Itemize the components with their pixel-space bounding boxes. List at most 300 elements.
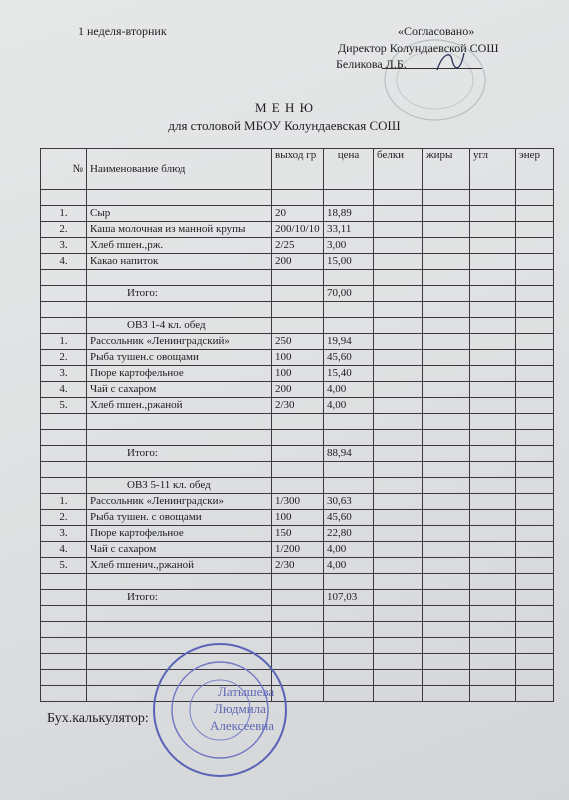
cell-carbs — [470, 414, 516, 430]
cell-energy — [516, 494, 554, 510]
cell-no — [41, 462, 87, 478]
col-header-no: № — [41, 149, 87, 190]
cell-price — [324, 622, 374, 638]
cell-name: Рассольник «Ленинградский» — [87, 334, 272, 350]
cell-carbs — [470, 222, 516, 238]
cell-price — [324, 638, 374, 654]
cell-price: 33,11 — [324, 222, 374, 238]
cell-carbs — [470, 686, 516, 702]
cell-fats — [423, 558, 470, 574]
table-row — [41, 382, 554, 398]
cell-carbs — [470, 430, 516, 446]
cell-price — [324, 478, 374, 494]
cell-energy — [516, 334, 554, 350]
cell-price — [324, 318, 374, 334]
cell-proteins — [374, 414, 423, 430]
cell-fats — [423, 366, 470, 382]
cell-name — [87, 574, 272, 590]
cell-proteins — [374, 366, 423, 382]
cell-no — [41, 430, 87, 446]
cell-price — [324, 270, 374, 286]
table-row — [41, 366, 554, 382]
cell-proteins — [374, 334, 423, 350]
cell-carbs — [470, 350, 516, 366]
table-row — [41, 686, 554, 702]
col-header-fats: жиры — [423, 149, 470, 190]
cell-price — [324, 462, 374, 478]
cell-no — [41, 686, 87, 702]
cell-no — [41, 574, 87, 590]
cell-price: 22,80 — [324, 526, 374, 542]
menu-table — [40, 148, 554, 702]
cell-no: 5. — [41, 398, 87, 414]
cell-carbs — [470, 510, 516, 526]
cell-fats — [423, 238, 470, 254]
cell-energy — [516, 606, 554, 622]
cell-price — [324, 190, 374, 206]
cell-price — [324, 654, 374, 670]
cell-fats — [423, 430, 470, 446]
stamp-text-1: Латышева — [218, 684, 275, 699]
cell-yield: 150 — [272, 526, 324, 542]
cell-name: Какао напиток — [87, 254, 272, 270]
cell-fats — [423, 510, 470, 526]
cell-proteins — [374, 478, 423, 494]
cell-energy — [516, 430, 554, 446]
cell-carbs — [470, 206, 516, 222]
table-header-row — [41, 149, 554, 190]
cell-price: 3,00 — [324, 238, 374, 254]
cell-fats — [423, 462, 470, 478]
cell-no: 5. — [41, 558, 87, 574]
cell-carbs — [470, 318, 516, 334]
cell-price — [324, 686, 374, 702]
cell-proteins — [374, 446, 423, 462]
cell-proteins — [374, 638, 423, 654]
cell-price: 4,00 — [324, 382, 374, 398]
cell-price — [324, 302, 374, 318]
cell-fats — [423, 686, 470, 702]
cell-energy — [516, 526, 554, 542]
cell-carbs — [470, 254, 516, 270]
cell-name: ОВЗ 5-11 кл. обед — [87, 478, 272, 494]
cell-fats — [423, 446, 470, 462]
cell-price: 45,60 — [324, 350, 374, 366]
cell-name — [87, 430, 272, 446]
cell-yield: 200/10/10 — [272, 222, 324, 238]
cell-yield: 2/25 — [272, 238, 324, 254]
table-row — [41, 510, 554, 526]
table-row — [41, 238, 554, 254]
cell-yield — [272, 446, 324, 462]
cell-fats — [423, 254, 470, 270]
cell-no — [41, 654, 87, 670]
approval-label: «Согласовано» — [398, 24, 475, 38]
cell-no — [41, 606, 87, 622]
cell-no — [41, 590, 87, 606]
table-row — [41, 494, 554, 510]
cell-no — [41, 286, 87, 302]
cell-proteins — [374, 622, 423, 638]
cell-carbs — [470, 670, 516, 686]
table-row — [41, 590, 554, 606]
cell-yield: 200 — [272, 382, 324, 398]
col-header-yield: выход гр — [272, 149, 324, 190]
cell-proteins — [374, 462, 423, 478]
cell-price — [324, 670, 374, 686]
cell-proteins — [374, 542, 423, 558]
col-header-proteins: белки — [374, 149, 423, 190]
table-row — [41, 190, 554, 206]
cell-no — [41, 270, 87, 286]
cell-proteins — [374, 254, 423, 270]
cell-carbs — [470, 270, 516, 286]
cell-fats — [423, 206, 470, 222]
cell-carbs — [470, 574, 516, 590]
cell-name: Хлеб пшенич.,ржаной — [87, 558, 272, 574]
table-row — [41, 446, 554, 462]
table-row — [41, 254, 554, 270]
cell-carbs — [470, 398, 516, 414]
cell-yield — [272, 574, 324, 590]
cell-yield: 1/300 — [272, 494, 324, 510]
cell-no: 4. — [41, 254, 87, 270]
cell-carbs — [470, 286, 516, 302]
cell-fats — [423, 478, 470, 494]
cell-yield — [272, 318, 324, 334]
stamp-text-2: Людмила — [214, 701, 266, 716]
cell-name: Рыба тушен. с овощами — [87, 510, 272, 526]
cell-name: Хлеб пшен.,рж. — [87, 238, 272, 254]
cell-no — [41, 190, 87, 206]
cell-proteins — [374, 430, 423, 446]
cell-energy — [516, 654, 554, 670]
cell-price: 18,89 — [324, 206, 374, 222]
cell-proteins — [374, 590, 423, 606]
cell-yield: 2/30 — [272, 558, 324, 574]
cell-no: 3. — [41, 238, 87, 254]
cell-proteins — [374, 606, 423, 622]
cell-carbs — [470, 190, 516, 206]
cell-proteins — [374, 494, 423, 510]
cell-carbs — [470, 542, 516, 558]
director-label: Директор Колундаевской СОШ — [338, 41, 499, 55]
cell-carbs — [470, 526, 516, 542]
cell-energy — [516, 622, 554, 638]
cell-proteins — [374, 238, 423, 254]
cell-proteins — [374, 574, 423, 590]
cell-name: Чай с сахаром — [87, 382, 272, 398]
cell-proteins — [374, 510, 423, 526]
cell-name: Хлеб пшен.,ржаной — [87, 398, 272, 414]
cell-fats — [423, 590, 470, 606]
cell-proteins — [374, 558, 423, 574]
table-row — [41, 334, 554, 350]
cell-energy — [516, 366, 554, 382]
cell-price: 107,03 — [324, 590, 374, 606]
cell-carbs — [470, 366, 516, 382]
cell-fats — [423, 542, 470, 558]
table-row — [41, 462, 554, 478]
cell-carbs — [470, 558, 516, 574]
cell-proteins — [374, 654, 423, 670]
cell-energy — [516, 478, 554, 494]
cell-carbs — [470, 654, 516, 670]
table-row — [41, 542, 554, 558]
cell-no — [41, 446, 87, 462]
cell-price: 15,40 — [324, 366, 374, 382]
table-row — [41, 606, 554, 622]
cell-fats — [423, 414, 470, 430]
menu-table-body — [41, 149, 554, 702]
cell-carbs — [470, 606, 516, 622]
cell-fats — [423, 222, 470, 238]
cell-price: 4,00 — [324, 558, 374, 574]
cell-name — [87, 622, 272, 638]
cell-yield — [272, 478, 324, 494]
cell-price: 19,94 — [324, 334, 374, 350]
cell-fats — [423, 334, 470, 350]
cell-fats — [423, 382, 470, 398]
cell-fats — [423, 494, 470, 510]
col-header-name: Наименование блюд — [87, 149, 272, 190]
cell-energy — [516, 206, 554, 222]
cell-yield: 2/30 — [272, 398, 324, 414]
cell-proteins — [374, 398, 423, 414]
cell-energy — [516, 238, 554, 254]
col-header-price: цена — [324, 149, 374, 190]
cell-name: ОВЗ 1-4 кл. обед — [87, 318, 272, 334]
stamp-text-3: Алексеевна — [210, 718, 274, 733]
cell-energy — [516, 510, 554, 526]
cell-price: 15,00 — [324, 254, 374, 270]
cell-energy — [516, 542, 554, 558]
cell-name: Пюре картофельное — [87, 526, 272, 542]
cell-carbs — [470, 478, 516, 494]
cell-no — [41, 638, 87, 654]
cell-name — [87, 302, 272, 318]
cell-no: 1. — [41, 334, 87, 350]
cell-energy — [516, 398, 554, 414]
cell-fats — [423, 398, 470, 414]
cell-energy — [516, 222, 554, 238]
cell-energy — [516, 414, 554, 430]
cell-price — [324, 574, 374, 590]
cell-yield: 100 — [272, 350, 324, 366]
table-row — [41, 430, 554, 446]
col-header-energy: энер — [516, 149, 554, 190]
cell-carbs — [470, 382, 516, 398]
cell-yield: 100 — [272, 510, 324, 526]
table-row — [41, 638, 554, 654]
cell-proteins — [374, 382, 423, 398]
cell-no — [41, 318, 87, 334]
cell-no — [41, 622, 87, 638]
cell-energy — [516, 318, 554, 334]
cell-price: 4,00 — [324, 398, 374, 414]
cell-yield — [272, 622, 324, 638]
cell-energy — [516, 462, 554, 478]
cell-energy — [516, 638, 554, 654]
cell-proteins — [374, 190, 423, 206]
cell-proteins — [374, 222, 423, 238]
cell-proteins — [374, 670, 423, 686]
table-row — [41, 286, 554, 302]
cell-energy — [516, 302, 554, 318]
cell-proteins — [374, 318, 423, 334]
cell-price — [324, 430, 374, 446]
cell-energy — [516, 382, 554, 398]
cell-name: Сыр — [87, 206, 272, 222]
cell-yield — [272, 190, 324, 206]
cell-fats — [423, 190, 470, 206]
cell-energy — [516, 254, 554, 270]
table-row — [41, 526, 554, 542]
cell-name — [87, 414, 272, 430]
cell-fats — [423, 654, 470, 670]
cell-name — [87, 270, 272, 286]
table-row — [41, 318, 554, 334]
cell-energy — [516, 670, 554, 686]
cell-no: 3. — [41, 526, 87, 542]
cell-name: Рыба тушен.с овощами — [87, 350, 272, 366]
cell-carbs — [470, 494, 516, 510]
menu-title: М Е Н Ю — [255, 100, 314, 115]
cell-proteins — [374, 350, 423, 366]
cell-fats — [423, 286, 470, 302]
cell-price — [324, 606, 374, 622]
cell-fats — [423, 638, 470, 654]
cell-fats — [423, 270, 470, 286]
cell-name: Итого: — [87, 446, 272, 462]
table-row — [41, 414, 554, 430]
cell-fats — [423, 350, 470, 366]
signature — [432, 45, 472, 75]
cell-energy — [516, 590, 554, 606]
cell-no: 2. — [41, 510, 87, 526]
table-row — [41, 654, 554, 670]
cell-carbs — [470, 622, 516, 638]
cell-fats — [423, 606, 470, 622]
table-row — [41, 222, 554, 238]
cell-carbs — [470, 638, 516, 654]
cell-yield: 1/200 — [272, 542, 324, 558]
cell-price: 88,94 — [324, 446, 374, 462]
col-header-carbs: угл — [470, 149, 516, 190]
table-row — [41, 398, 554, 414]
cell-yield — [272, 414, 324, 430]
cell-proteins — [374, 206, 423, 222]
cell-name — [87, 462, 272, 478]
cell-name: Чай с сахаром — [87, 542, 272, 558]
cell-price: 30,63 — [324, 494, 374, 510]
cell-no — [41, 302, 87, 318]
cell-no — [41, 478, 87, 494]
cell-energy — [516, 190, 554, 206]
cell-energy — [516, 350, 554, 366]
table-row — [41, 270, 554, 286]
cell-yield — [272, 606, 324, 622]
cell-no: 3. — [41, 366, 87, 382]
cell-energy — [516, 446, 554, 462]
cell-no: 2. — [41, 222, 87, 238]
cell-yield: 250 — [272, 334, 324, 350]
cell-yield: 200 — [272, 254, 324, 270]
cell-proteins — [374, 686, 423, 702]
cell-name: Итого: — [87, 286, 272, 302]
cell-yield — [272, 462, 324, 478]
cell-name — [87, 606, 272, 622]
cell-name: Пюре картофельное — [87, 366, 272, 382]
table-row — [41, 478, 554, 494]
cell-carbs — [470, 302, 516, 318]
cell-energy — [516, 270, 554, 286]
cell-proteins — [374, 286, 423, 302]
cell-carbs — [470, 238, 516, 254]
cell-price — [324, 414, 374, 430]
cell-no: 2. — [41, 350, 87, 366]
accountant-label: Бух.калькулятор: — [47, 711, 149, 726]
table-row — [41, 574, 554, 590]
cell-yield — [272, 430, 324, 446]
cell-energy — [516, 286, 554, 302]
cell-no — [41, 670, 87, 686]
cell-no: 1. — [41, 494, 87, 510]
cell-no — [41, 414, 87, 430]
cell-fats — [423, 574, 470, 590]
cell-name: Итого: — [87, 590, 272, 606]
cell-name — [87, 190, 272, 206]
cell-yield — [272, 270, 324, 286]
cell-fats — [423, 302, 470, 318]
cell-yield — [272, 302, 324, 318]
cell-proteins — [374, 270, 423, 286]
cell-fats — [423, 318, 470, 334]
cell-energy — [516, 574, 554, 590]
cell-no: 4. — [41, 382, 87, 398]
cell-energy — [516, 686, 554, 702]
cell-price: 4,00 — [324, 542, 374, 558]
cell-energy — [516, 558, 554, 574]
cell-proteins — [374, 526, 423, 542]
table-row — [41, 670, 554, 686]
cell-fats — [423, 526, 470, 542]
table-row — [41, 350, 554, 366]
cell-name: Каша молочная из манной крупы — [87, 222, 272, 238]
table-row — [41, 302, 554, 318]
cell-yield — [272, 286, 324, 302]
cell-no: 1. — [41, 206, 87, 222]
table-row — [41, 622, 554, 638]
cell-name: Рассольник «Ленинградски» — [87, 494, 272, 510]
cell-carbs — [470, 446, 516, 462]
table-row — [41, 206, 554, 222]
cell-fats — [423, 622, 470, 638]
cell-proteins — [374, 302, 423, 318]
cell-carbs — [470, 462, 516, 478]
cell-fats — [423, 670, 470, 686]
cell-yield — [272, 590, 324, 606]
day-label: 1 неделя-вторник — [78, 24, 167, 38]
cell-no: 4. — [41, 542, 87, 558]
table-row — [41, 558, 554, 574]
cell-price: 45,60 — [324, 510, 374, 526]
cell-carbs — [470, 590, 516, 606]
cell-price: 70,00 — [324, 286, 374, 302]
cell-yield: 100 — [272, 366, 324, 382]
cell-yield: 20 — [272, 206, 324, 222]
cell-carbs — [470, 334, 516, 350]
